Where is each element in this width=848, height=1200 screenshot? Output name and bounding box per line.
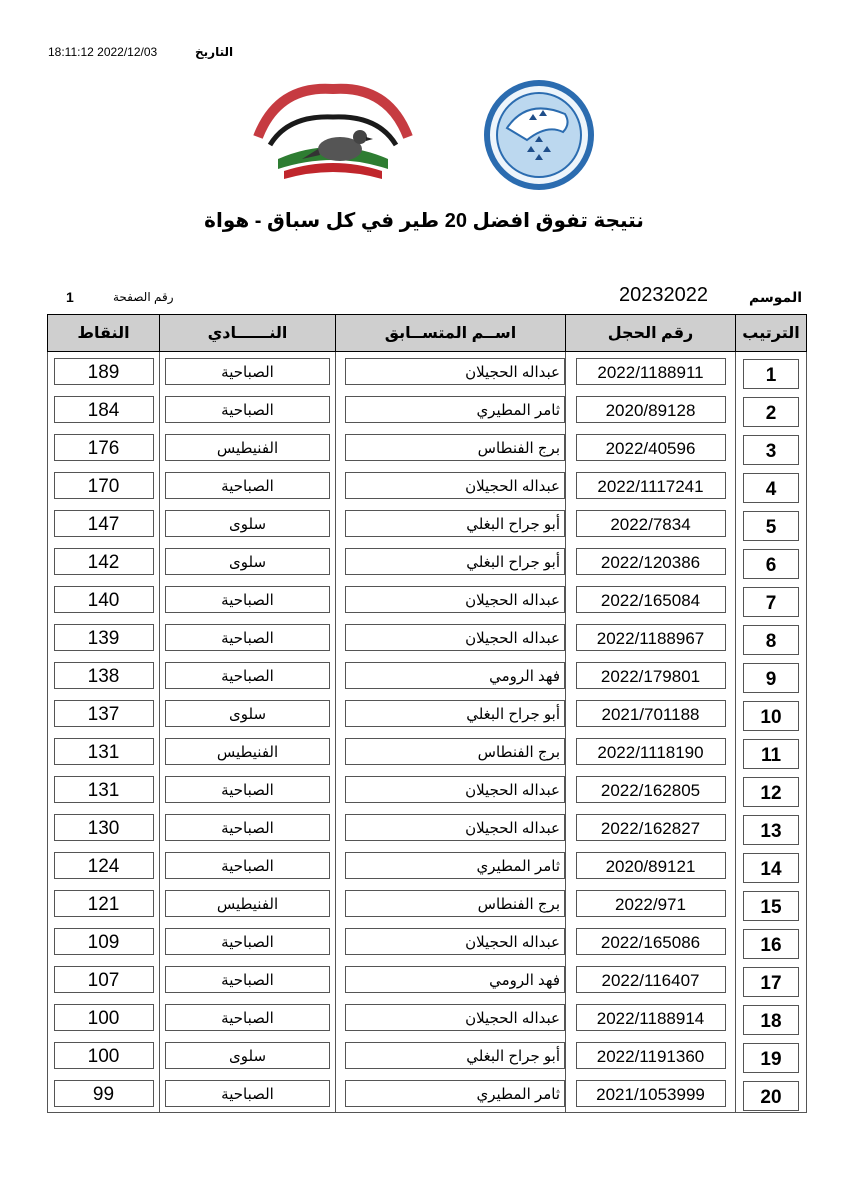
ring-number-cell-value: 2022/1191360: [576, 1042, 726, 1069]
table-row: [48, 1074, 807, 1113]
competitor-name-cell: [336, 1074, 566, 1113]
rank-cell-value: 16: [743, 929, 799, 959]
rank-cell: [736, 542, 807, 580]
points-cell-value: 170: [54, 472, 154, 499]
rank-cell-value: 10: [743, 701, 799, 731]
competitor-name-cell-value: عبداله الحجيلان: [345, 814, 565, 841]
competitor-name-cell-value: عبداله الحجيلان: [345, 776, 565, 803]
rank-cell: [736, 390, 807, 428]
ring-number-cell-value: 2022/120386: [576, 548, 726, 575]
ring-number-cell: [566, 618, 736, 656]
rank-cell: [736, 580, 807, 618]
header-club: النــــــادي: [160, 315, 336, 352]
rank-cell: [736, 960, 807, 998]
rank-cell: [736, 808, 807, 846]
ring-number-cell: [566, 846, 736, 884]
competitor-name-cell: [336, 390, 566, 428]
ring-number-cell: [566, 922, 736, 960]
competitor-name-cell-value: أبو جراح البغلي: [345, 700, 565, 727]
rank-cell: [736, 694, 807, 732]
club-cell: [160, 732, 336, 770]
rank-cell: [736, 998, 807, 1036]
club-logo: [248, 75, 418, 190]
competitor-name-cell-value: عبداله الحجيلان: [345, 358, 565, 385]
rank-cell-value: 14: [743, 853, 799, 883]
rank-cell: [736, 1074, 807, 1113]
table-row: [48, 770, 807, 808]
ring-number-cell: [566, 1074, 736, 1113]
club-cell-value: سلوى: [165, 548, 330, 575]
club-cell-value: الفنيطيس: [165, 738, 330, 765]
points-cell-value: 99: [54, 1080, 154, 1107]
competitor-name-cell: [336, 732, 566, 770]
rank-cell-value: 17: [743, 967, 799, 997]
ring-number-cell-value: 2022/971: [576, 890, 726, 917]
ring-number-cell: [566, 504, 736, 542]
club-cell: [160, 846, 336, 884]
rank-cell: [736, 618, 807, 656]
ring-number-cell-value: 2020/89121: [576, 852, 726, 879]
competitor-name-cell-value: برج الفنطاس: [345, 890, 565, 917]
points-cell-value: 124: [54, 852, 154, 879]
header-ring-number: رقم الحجل: [566, 315, 736, 352]
competitor-name-cell-value: ثامر المطيري: [345, 396, 565, 423]
competitor-name-cell: [336, 352, 566, 391]
club-cell-value: سلوى: [165, 510, 330, 537]
ring-number-cell: [566, 770, 736, 808]
page-number-label: رقم الصفحة: [113, 290, 174, 304]
ring-number-cell-value: 2021/701188: [576, 700, 726, 727]
points-cell: [48, 732, 160, 770]
table-body: [48, 352, 807, 1113]
rank-cell: [736, 1036, 807, 1074]
club-cell: [160, 922, 336, 960]
club-cell-value: سلوى: [165, 700, 330, 727]
competitor-name-cell-value: عبداله الحجيلان: [345, 624, 565, 651]
ring-number-cell-value: 2022/1188914: [576, 1004, 726, 1031]
club-cell: [160, 1036, 336, 1074]
points-cell-value: 147: [54, 510, 154, 537]
club-cell-value: الفنيطيس: [165, 434, 330, 461]
club-cell-value: الصباحية: [165, 776, 330, 803]
club-cell-value: الصباحية: [165, 396, 330, 423]
table-row: [48, 352, 807, 391]
club-cell: [160, 998, 336, 1036]
rank-cell-value: 7: [743, 587, 799, 617]
points-cell-value: 184: [54, 396, 154, 423]
club-cell: [160, 694, 336, 732]
club-cell: [160, 770, 336, 808]
points-cell: [48, 656, 160, 694]
club-cell: [160, 960, 336, 998]
rank-cell-value: 15: [743, 891, 799, 921]
ring-number-cell: [566, 542, 736, 580]
ring-number-cell: [566, 352, 736, 391]
table-row: [48, 998, 807, 1036]
points-cell: [48, 542, 160, 580]
table-row: [48, 618, 807, 656]
ring-number-cell-value: 2022/7834: [576, 510, 726, 537]
competitor-name-cell-value: أبو جراح البغلي: [345, 510, 565, 537]
ring-number-cell: [566, 694, 736, 732]
club-cell: [160, 618, 336, 656]
ring-number-cell-value: 2022/1188911: [576, 358, 726, 385]
ring-number-cell: [566, 884, 736, 922]
rank-cell: [736, 770, 807, 808]
club-cell-value: الصباحية: [165, 928, 330, 955]
report-title: نتيجة تفوق افضل 20 طير في كل سباق - هواة: [204, 210, 644, 232]
rank-cell-value: 20: [743, 1081, 799, 1111]
competitor-name-cell-value: أبو جراح البغلي: [345, 1042, 565, 1069]
club-cell: [160, 808, 336, 846]
rank-cell-value: 8: [743, 625, 799, 655]
points-cell: [48, 618, 160, 656]
rank-cell-value: 19: [743, 1043, 799, 1073]
table-row: [48, 922, 807, 960]
table-row: [48, 390, 807, 428]
club-cell-value: سلوى: [165, 1042, 330, 1069]
rank-cell: [736, 656, 807, 694]
points-cell-value: 109: [54, 928, 154, 955]
ring-number-cell: [566, 998, 736, 1036]
competitor-name-cell-value: عبداله الحجيلان: [345, 472, 565, 499]
points-cell: [48, 922, 160, 960]
table-row: [48, 504, 807, 542]
ring-number-cell-value: 2022/165084: [576, 586, 726, 613]
ring-number-cell-value: 2022/179801: [576, 662, 726, 689]
points-cell-value: 138: [54, 662, 154, 689]
club-cell-value: الصباحية: [165, 814, 330, 841]
points-cell: [48, 466, 160, 504]
page-number-value: 1: [66, 289, 74, 305]
date-value: 18:11:12 2022/12/03: [48, 45, 158, 59]
rank-cell: [736, 504, 807, 542]
competitor-name-cell: [336, 618, 566, 656]
points-cell: [48, 1074, 160, 1113]
points-cell: [48, 352, 160, 391]
rank-cell: [736, 922, 807, 960]
competitor-name-cell-value: برج الفنطاس: [345, 434, 565, 461]
competitor-name-cell-value: فهد الرومي: [345, 662, 565, 689]
points-cell: [48, 884, 160, 922]
rank-cell-value: 12: [743, 777, 799, 807]
ring-number-cell-value: 2020/89128: [576, 396, 726, 423]
ring-number-cell-value: 2022/1188967: [576, 624, 726, 651]
rank-cell: [736, 846, 807, 884]
points-cell-value: 139: [54, 624, 154, 651]
ring-number-cell: [566, 808, 736, 846]
ring-number-cell: [566, 428, 736, 466]
table-row: [48, 656, 807, 694]
club-cell: [160, 390, 336, 428]
rank-cell-value: 2: [743, 397, 799, 427]
season-value: 20232022: [619, 284, 708, 306]
rank-cell: [736, 352, 807, 391]
club-cell-value: الصباحية: [165, 586, 330, 613]
competitor-name-cell-value: عبداله الحجيلان: [345, 586, 565, 613]
points-cell: [48, 808, 160, 846]
competitor-name-cell: [336, 808, 566, 846]
points-cell-value: 142: [54, 548, 154, 575]
points-cell: [48, 960, 160, 998]
club-cell-value: الصباحية: [165, 624, 330, 651]
club-cell: [160, 352, 336, 391]
ring-number-cell: [566, 1036, 736, 1074]
table-row: [48, 428, 807, 466]
ring-number-cell-value: 2022/1118190: [576, 738, 726, 765]
club-cell: [160, 542, 336, 580]
points-cell: [48, 1036, 160, 1074]
points-cell-value: 121: [54, 890, 154, 917]
table-row: [48, 1036, 807, 1074]
competitor-name-cell: [336, 846, 566, 884]
club-cell: [160, 1074, 336, 1113]
club-cell-value: الصباحية: [165, 1004, 330, 1031]
club-cell-value: الفنيطيس: [165, 890, 330, 917]
competitor-name-cell: [336, 428, 566, 466]
points-cell-value: 176: [54, 434, 154, 461]
club-cell: [160, 580, 336, 618]
competitor-name-cell: [336, 466, 566, 504]
ring-number-cell-value: 2022/162827: [576, 814, 726, 841]
table-row: [48, 884, 807, 922]
table-row: [48, 846, 807, 884]
ring-number-cell: [566, 390, 736, 428]
rank-cell-value: 11: [743, 739, 799, 769]
table-row: [48, 732, 807, 770]
ring-number-cell-value: 2022/162805: [576, 776, 726, 803]
rank-cell-value: 4: [743, 473, 799, 503]
date-label: التاريخ: [195, 45, 234, 59]
club-cell-value: الصباحية: [165, 966, 330, 993]
points-cell: [48, 428, 160, 466]
points-cell-value: 100: [54, 1042, 154, 1069]
points-cell: [48, 580, 160, 618]
rank-cell-value: 18: [743, 1005, 799, 1035]
rank-cell-value: 3: [743, 435, 799, 465]
points-cell-value: 100: [54, 1004, 154, 1031]
table-row: [48, 960, 807, 998]
competitor-name-cell: [336, 922, 566, 960]
ring-number-cell: [566, 580, 736, 618]
points-cell-value: 107: [54, 966, 154, 993]
competitor-name-cell: [336, 504, 566, 542]
rank-cell-value: 5: [743, 511, 799, 541]
competitor-name-cell-value: عبداله الحجيلان: [345, 1004, 565, 1031]
federation-logo: [477, 80, 602, 190]
points-cell: [48, 846, 160, 884]
rank-cell-value: 9: [743, 663, 799, 693]
points-cell: [48, 770, 160, 808]
club-cell-value: الصباحية: [165, 852, 330, 879]
rank-cell-value: 6: [743, 549, 799, 579]
table-row: [48, 466, 807, 504]
competitor-name-cell-value: ثامر المطيري: [345, 852, 565, 879]
ring-number-cell: [566, 466, 736, 504]
rank-cell-value: 1: [743, 359, 799, 389]
rank-cell: [736, 466, 807, 504]
ring-number-cell-value: 2022/40596: [576, 434, 726, 461]
rank-cell-value: 13: [743, 815, 799, 845]
header-points: النقاط: [48, 315, 160, 352]
rank-cell: [736, 428, 807, 466]
header-rank: الترتيب: [736, 315, 807, 352]
table-header-row: [48, 315, 807, 352]
ring-number-cell-value: 2022/116407: [576, 966, 726, 993]
rank-cell: [736, 732, 807, 770]
competitor-name-cell: [336, 542, 566, 580]
table-row: [48, 808, 807, 846]
competitor-name-cell: [336, 656, 566, 694]
ring-number-cell: [566, 732, 736, 770]
club-cell-value: الصباحية: [165, 472, 330, 499]
points-cell-value: 131: [54, 776, 154, 803]
header-competitor-name: اســم المتســابق: [336, 315, 566, 352]
club-cell: [160, 466, 336, 504]
competitor-name-cell-value: ثامر المطيري: [345, 1080, 565, 1107]
table-row: [48, 542, 807, 580]
points-cell: [48, 998, 160, 1036]
ring-number-cell: [566, 960, 736, 998]
competitor-name-cell-value: برج الفنطاس: [345, 738, 565, 765]
table-row: [48, 694, 807, 732]
points-cell-value: 189: [54, 358, 154, 385]
competitor-name-cell-value: فهد الرومي: [345, 966, 565, 993]
rank-cell: [736, 884, 807, 922]
table-row: [48, 580, 807, 618]
competitor-name-cell: [336, 1036, 566, 1074]
club-cell: [160, 428, 336, 466]
club-cell: [160, 884, 336, 922]
competitor-name-cell: [336, 694, 566, 732]
competitor-name-cell: [336, 884, 566, 922]
competitor-name-cell: [336, 998, 566, 1036]
points-cell-value: 137: [54, 700, 154, 727]
club-cell-value: الصباحية: [165, 662, 330, 689]
club-cell: [160, 656, 336, 694]
points-cell-value: 131: [54, 738, 154, 765]
points-cell: [48, 390, 160, 428]
points-cell: [48, 504, 160, 542]
ring-number-cell-value: 2022/165086: [576, 928, 726, 955]
competitor-name-cell: [336, 960, 566, 998]
season-label: الموسم: [749, 289, 802, 305]
points-cell-value: 130: [54, 814, 154, 841]
competitor-name-cell-value: أبو جراح البغلي: [345, 548, 565, 575]
results-table: [47, 314, 807, 1113]
club-cell: [160, 504, 336, 542]
ring-number-cell: [566, 656, 736, 694]
ring-number-cell-value: 2022/1117241: [576, 472, 726, 499]
points-cell: [48, 694, 160, 732]
club-cell-value: الصباحية: [165, 358, 330, 385]
competitor-name-cell-value: عبداله الحجيلان: [345, 928, 565, 955]
club-cell-value: الصباحية: [165, 1080, 330, 1107]
competitor-name-cell: [336, 770, 566, 808]
ring-number-cell-value: 2021/1053999: [576, 1080, 726, 1107]
competitor-name-cell: [336, 580, 566, 618]
points-cell-value: 140: [54, 586, 154, 613]
